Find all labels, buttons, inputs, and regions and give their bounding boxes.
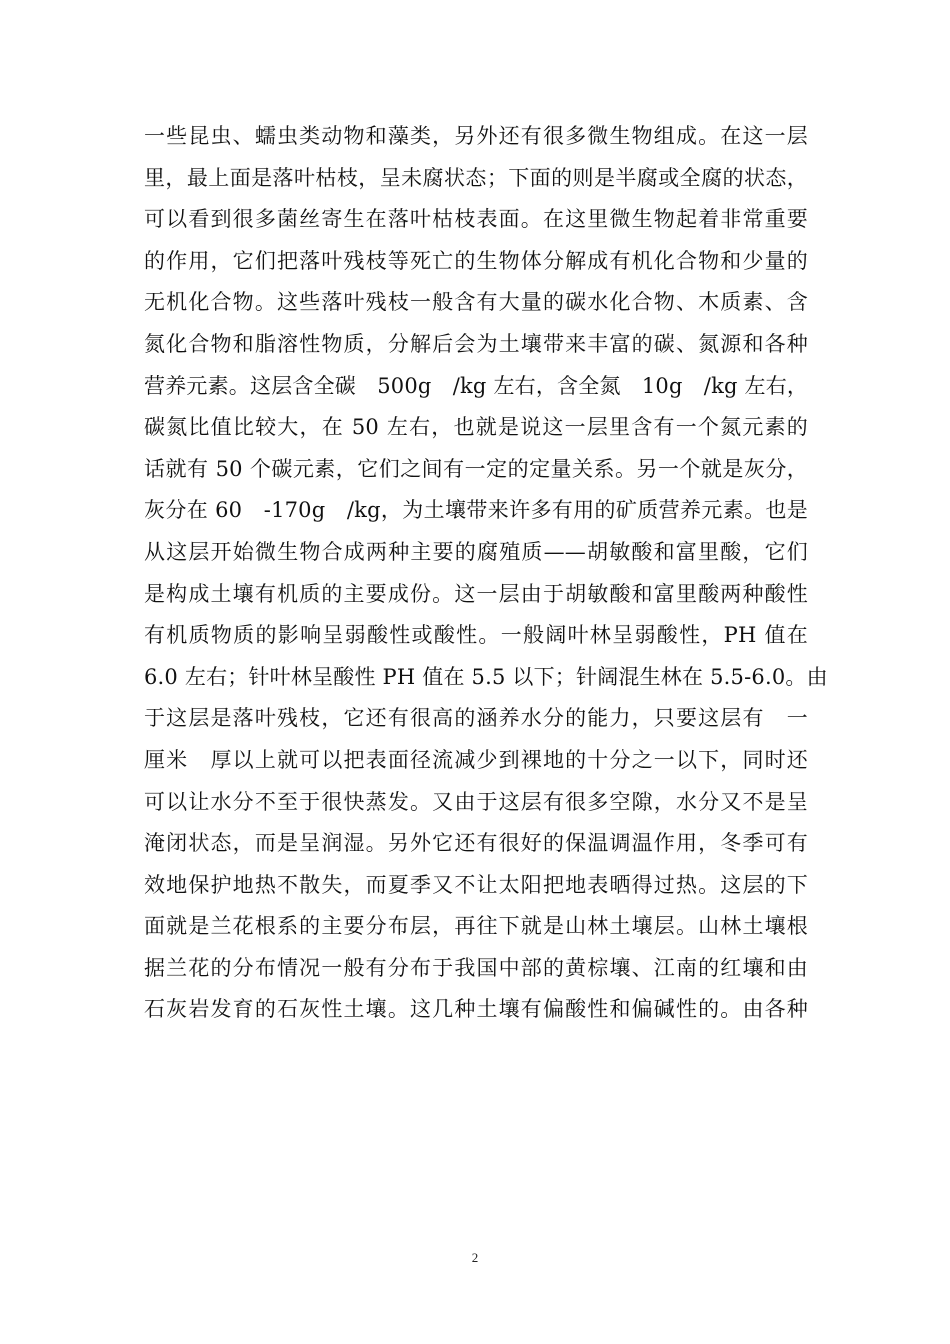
text-line-10: 灰分在 60 -170g /kg，为土壤带来许多有用的矿质营养元素。也是 xyxy=(144,498,808,523)
text-line-11: 从这层开始微生物合成两种主要的腐殖质——胡敏酸和富里酸，它们 xyxy=(144,539,808,564)
text-line-22: 石灰岩发育的石灰性土壤。这几种土壤有偏酸性和偏碱性的。由各种 xyxy=(144,997,808,1022)
text-line-20: 面就是兰花根系的主要分布层，再往下就是山林土壤层。山林土壤根 xyxy=(144,914,808,939)
text-line-16: 厘米 厚以上就可以把表面径流减少到裸地的十分之一以下，同时还 xyxy=(144,747,808,772)
text-line-2: 里，最上面是落叶枯枝，呈未腐状态；下面的则是半腐或全腐的状态， xyxy=(144,165,808,190)
text-line-8: 碳氮比值比较大，在 50 左右，也就是说这一层里含有一个氮元素的 xyxy=(144,415,808,440)
text-line-9: 话就有 50 个碳元素，它们之间有一定的定量关系。另一个就是灰分， xyxy=(144,456,808,481)
text-line-21: 据兰花的分布情况一般有分布于我国中部的黄棕壤、江南的红壤和由 xyxy=(144,955,808,980)
text-line-15: 于这层是落叶残枝，它还有很高的涵养水分的能力，只要这层有 一 xyxy=(144,706,808,731)
text-line-17: 可以让水分不至于很快蒸发。又由于这层有很多空隙，水分又不是呈 xyxy=(144,789,808,814)
text-line-4: 的作用，它们把落叶残枝等死亡的生物体分解成有机化合物和少量的 xyxy=(144,248,808,273)
text-line-3: 可以看到很多菌丝寄生在落叶枯枝表面。在这里微生物起着非常重要 xyxy=(144,207,808,232)
page-number: 2 xyxy=(471,1250,479,1265)
text-line-7: 营养元素。这层含全碳 500g /kg 左右，含全氮 10g /kg 左右， xyxy=(144,373,809,398)
text-line-1: 一些昆虫、蠕虫类动物和藻类，另外还有很多微生物组成。在这一层 xyxy=(144,124,808,148)
text-line-12: 是构成土壤有机质的主要成份。这一层由于胡敏酸和富里酸两种酸性 xyxy=(144,581,808,606)
body-text xyxy=(144,116,828,1031)
text-line-14: 6.0 左右；针叶林呈酸性 PH 值在 5.5 以下；针阔混生林在 5.5-6.0。由 xyxy=(144,664,828,689)
text-line-19: 效地保护地热不散失，而夏季又不让太阳把地表晒得过热。这层的下 xyxy=(144,872,808,897)
text-line-13: 有机质物质的影响呈弱酸性或酸性。一般阔叶林呈弱酸性，PH 值在 xyxy=(144,623,808,648)
text-line-18: 淹闭状态，而是呈润湿。另外它还有很好的保温调温作用，冬季可有 xyxy=(144,831,808,856)
text-line-5: 无机化合物。这些落叶残枝一般含有大量的碳水化合物、木质素、含 xyxy=(144,290,808,315)
text-line-6: 氮化合物和脂溶性物质，分解后会为土壤带来丰富的碳、氮源和各种 xyxy=(144,331,808,356)
